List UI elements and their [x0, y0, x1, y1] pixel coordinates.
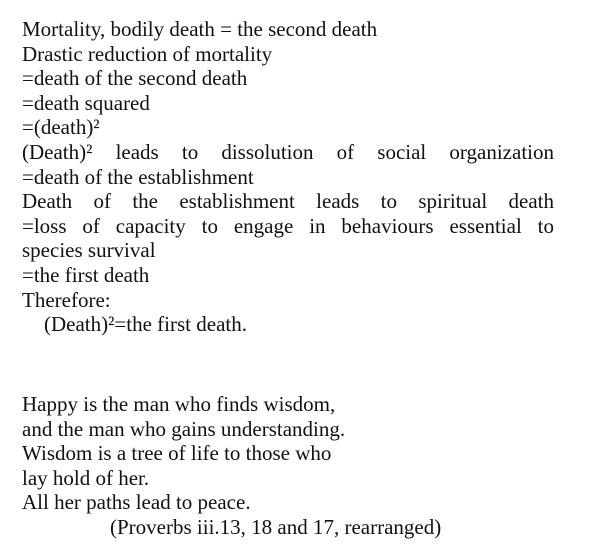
quote-line-2: and the man who gains understanding. — [22, 416, 346, 441]
argument-block — [22, 17, 582, 337]
argument-line-5: =(death)² — [22, 115, 100, 140]
quote-line-4: lay hold of her. — [22, 465, 150, 490]
argument-line-10: species survival — [22, 238, 156, 263]
quote-line-3: Wisdom is a tree of life to those who — [22, 441, 332, 466]
argument-line-7: =death of the establishment — [22, 164, 254, 189]
quote-attribution: (Proverbs iii.13, 18 and 17, rearranged) — [110, 514, 442, 539]
argument-line-2: Drastic reduction of mortality — [22, 41, 273, 66]
quote-line-5: All her paths lead to peace. — [22, 490, 251, 515]
argument-line-9: =loss of capacity to engage in behaviours essential to — [22, 213, 554, 238]
argument-line-6: (Death)² leads to dissolution of social organization — [22, 139, 554, 164]
argument-line-8: Death of the establishment leads to spiritual death — [22, 189, 554, 214]
argument-line-1: Mortality, bodily death = the second death — [22, 17, 378, 41]
argument-line-11: =the first death — [22, 262, 150, 287]
argument-line-12: Therefore: — [22, 287, 111, 312]
argument-conclusion: (Death)²=the first death. — [44, 312, 247, 337]
quote-block — [22, 392, 582, 540]
argument-line-3: =death of the second death — [22, 66, 248, 91]
quote-line-1: Happy is the man who finds wisdom, — [22, 392, 336, 416]
argument-line-4: =death squared — [22, 90, 150, 115]
